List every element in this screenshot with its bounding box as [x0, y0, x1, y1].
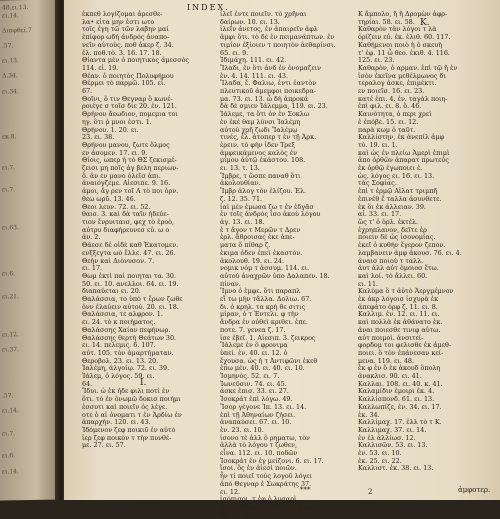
index-entry-line: Ἰαλέμη, ἀλγοίῳ. 72. ει. 39.: [82, 364, 170, 373]
index-entry-line: Ἴμβρε, τ ὥσπε παναθ ὅτι: [220, 171, 301, 180]
index-entry-line: Καθαρὸν, ὁ αρμαν. ἐπὶ τῷ ἢ ἐν: [358, 63, 458, 72]
index-entry-line: Θεροβολ. 23. ει. 13. 20.: [82, 356, 159, 365]
index-entry-line: ει. 11.: [358, 279, 379, 288]
index-entry-line: ἀλλὰ τὸ λόγου τ ζωθεν,: [220, 441, 297, 450]
index-entry-line: Θαλάσσια, τε αλφρον. 1.: [82, 310, 163, 319]
left-page-edge: [0, 0, 60, 501]
index-entry-line: Καθαρὸν τὰν λόγοι τ λὰ: [358, 25, 437, 34]
index-entry-line: Θέρμει τὸ παρμῶ. 105. εἰ.: [82, 79, 166, 88]
index-entry-line: θαισ. 3. καὶ δὰ ταῖν ἡδεύε-: [82, 210, 169, 219]
index-entry-line: νεῖν αὐτοὺς. ποθ ἀκερ ζ. 34.: [82, 40, 174, 49]
index-entry-line: Καλλαι. 108. ει. 40. κ. 41.: [358, 379, 443, 388]
index-entry-line: λυσαι ἐθέμενον ἐν τοῖς ἐντύ.: [220, 503, 315, 511]
index-entry-line: τεραλογ ἀσκε, ἐπιμέκτι.: [358, 79, 437, 88]
index-entry-line: Ἰδόμενον ζεφ ποικιῦ ἐν αὐτὸ: [82, 425, 176, 434]
index-entry-line: Καλλιμ. ἐν. 12. ει. 11. ει.: [358, 310, 440, 319]
left-page-fragment: ει.14.: [2, 467, 19, 476]
index-entry-line: τινές, ἐλ. ἀτοπερ τ ἐν τῇ Ἀρκ.: [220, 133, 317, 142]
index-entry-line: πλευτικοῦ ἀμεμφοι ποικεδρα-: [220, 87, 316, 96]
index-entry-line: εἴ τω μὴν τἄλλα. Δολιω. 67.: [220, 295, 312, 304]
index-entry-line: Καινότητα, ὁ περι χρεὶ: [358, 110, 432, 119]
index-entry-line: ὥς τ' ὁ ὁρλ. ἐκτέλ.: [358, 217, 419, 226]
index-entry-line: ἐκ ἀκρ λόγοισ ἰσχυρὰ ἐκ: [358, 295, 439, 304]
index-entry-line: ηγ. ὃτι ῥ μνοι ἐστι. 1.: [82, 117, 152, 126]
index-entry-line: Καλλιστ. ἐκ. 38. ει. 13.: [358, 464, 434, 473]
index-entry-line: Ἰσοκράτ ἐπὶ λόγω. 49.: [220, 395, 293, 404]
index-entry-line: Ἴάλεμε ἐν ὃ φρονιμα: [220, 341, 288, 350]
index-entry-line: ἐπω μὲν. 40. ει. 40. ει. 10.: [220, 364, 305, 373]
index-entry-line: διαπαύεται ει. 20.: [82, 287, 141, 296]
index-entry-line: αὐτρυ διαφήρευνεσ εὐ. ω ο: [82, 225, 170, 234]
index-entry-line: Καθήμενοι ποιὸ ἡ ὁ σκευὴ: [358, 40, 443, 49]
index-entry-line: τ' ἐφ. 11 ὧ θεο. ἐκιθ. 4. 116.: [358, 48, 450, 57]
left-page-fragment: Δ.34.: [2, 72, 18, 80]
index-entry-line: ἀμοι, ἄγ ρεν τοῖ Α τὸ ποι ὀρν.: [82, 187, 179, 196]
index-entry-line: 114. εἰ. 19.: [82, 63, 119, 72]
index-entry-line: ἀμφι ὅτι. τὸ δὲ ἐν πειμανάπτων. ἐν: [220, 33, 335, 42]
index-entry-line: Θέαν. ὁ ποιητὸς Πολυφήμου: [82, 71, 174, 80]
section-letter-i: I.: [140, 378, 147, 388]
index-entry-line: 23. ει. 38.: [82, 133, 115, 142]
index-entry-line: Ἰάλεμε, τα ὅτι ὀν ἐν Σοκλω: [220, 110, 310, 119]
left-page-fragment: 48.ει.13.: [2, 4, 29, 12]
index-entry-line: ἐν τοῖς ἀνδρὸς ἰσο ἀκοὺ λόγου: [220, 210, 321, 219]
index-entry-line: 64.: [82, 379, 93, 388]
index-entry-line: ἀνακλισ. 90. ει. 41.: [358, 372, 422, 381]
index-entry-line: εἷνα. 112. ει. 10. ποδῶν: [220, 449, 298, 458]
index-entry-line: Θρήνου ἄεωδιον, πομεμια τοι: [82, 110, 178, 119]
index-entry-line: Θίαντα μὲν ὁ ποιητικὸς ἀμεσσὸς: [82, 56, 190, 65]
index-entry-line: ἐκ. 25. ει. 22.: [358, 456, 402, 465]
index-entry-line: Ἴλαδι, ἐν ὃτι ἀνδ ἐν ὀνομαζειν: [220, 63, 322, 72]
index-entry-line: ζεισι μη ποῖς ἀγ βελη περιων-: [82, 164, 179, 173]
left-page-fragment: ει.34.: [2, 87, 19, 96]
index-entry-line: ἐπὶ φιλ. ει. 8. ὅ. 46.: [358, 102, 422, 111]
index-entry-line: Καλαμίδιν ἐμοιρι ἐκ. 4.: [358, 387, 435, 396]
index-entry-line: τηρίαι. 58. ει. 58.: [358, 17, 415, 26]
index-entry-line: ἐν ἐλ ἀλλίωσ. 12.: [358, 433, 416, 442]
index-entry-line: ἴσοι. ὃς ἐν ἀἰεσὶ ποιῶν.: [220, 464, 297, 473]
index-entry-line: ἰσόπισοι. τ ἐφ ὁ λυσαρὶ: [220, 495, 297, 504]
left-page-fragment: εκ.8.: [2, 133, 17, 141]
left-page-fragment: ει.12.: [2, 330, 19, 339]
index-entry-line: 86. ει. 30.: [220, 510, 253, 519]
index-entry-line: Ἰσμηνὸς. 52. ει. 7.: [220, 372, 280, 381]
index-entry-line: 67.: [82, 87, 93, 96]
index-entry-line: ὑπεί. ἐν. 40. ει. 12. ὁ: [220, 348, 288, 357]
left-page-fragment: ει.6.: [2, 452, 16, 460]
left-page-fragment: ει.13.: [2, 57, 19, 65]
leaf-number: 2: [368, 488, 373, 496]
index-entry-line: εν ἀσομεν. 17. ει. 9.: [82, 148, 148, 157]
index-entry-line: τὰς Σοφίας.: [358, 179, 397, 188]
index-entry-line: ἀμφεικάμενος καλὸς ἐν: [220, 148, 298, 157]
index-entry-line: ἰσε ἐβεῖ. 1. Αἰεσιπ. 3. ζεικρος: [220, 333, 316, 342]
index-entry-line: ἀκολουθ. 19. ει. 24.: [220, 256, 285, 265]
index-entry-line: ἐκ ὀρθῷ ἐγωποιει ἐ.: [358, 164, 423, 173]
index-column-2: [220, 11, 350, 519]
index-entry-line: ἐρλ. ἄθροισας ἐκε ἀπε-: [220, 233, 295, 242]
index-entry-line: ἐπὶ τῇ Ἀθηναίων ζήσει.: [220, 410, 296, 419]
left-page-fragment: ει.7.: [2, 163, 16, 172]
index-entry-line: Θάεσε δἐ οἱδὲ καθ Ἑκατομεν.: [82, 241, 179, 250]
index-entry-line: μενα. 119. ει. 48.: [358, 356, 415, 365]
index-entry-line: ἐλ. ποθ.τὸ. 3. 16. 17. 18.: [82, 48, 162, 57]
index-entry-line: ἐκ φ ἐν ὅ ἐκ ἀκουδ ὃπολη: [358, 364, 441, 373]
index-entry-line: Θεοι λευν. 72. ει. 52.: [82, 202, 151, 211]
index-entry-line: ἐκπεθ λογίζομαι ἀρεσθε-: [82, 10, 163, 18]
index-entry-line: ἐκ. 34.: [358, 410, 380, 419]
index-entry-line: αἱ. 33. ει. 17.: [358, 210, 402, 219]
index-entry-line: με. 27. ει. 57.: [82, 441, 126, 450]
index-entry-line: Θεὴν καὶ Διὸνυσον. 7.: [82, 256, 155, 265]
index-entry-line: μα. 73. ει. 13. ὧ δὴ ἀπροκά: [220, 94, 309, 103]
index-entry-line: ἐκεῖ ὁ κυθήν ἔγερον ζεπον.: [358, 241, 446, 250]
index-entry-line: Θαλάσσης θερτὴ Θεάτων 30.: [82, 333, 177, 342]
index-entry-line: εν ποιεῖσ. 16. ει. 23.: [358, 87, 425, 96]
index-entry-line: ἐν. 23. ει. 10.: [220, 425, 264, 434]
index-entry-line: ει. 12.: [220, 487, 241, 496]
index-entry-line: ἐ ἐπόβε. 15. ει. 12.: [358, 117, 419, 126]
index-entry-line: ποιειν δὲ ὡς ἰσονομίας.: [358, 233, 436, 242]
left-page-fragment: ει.7.: [2, 186, 16, 194]
index-entry-line: θεω ωρῦ. 13. 46.: [82, 194, 136, 203]
index-entry-line: λαμβανειν ἀμφ ἀκουσ. 76. ει. 4.: [358, 248, 462, 257]
index-entry-line: ὀνν ἐλαύειν αὐτοὺ. 20. ει. 18.: [82, 302, 179, 311]
index-column-3: [358, 11, 488, 473]
index-entry-line: ἐ τ ἄγον τ Μερῶν τ Δρεν: [220, 225, 301, 234]
index-entry-line: ἄνδρα ἐν οὐθεὶ κριθει. ἐπε.: [220, 318, 308, 327]
index-entry-line: καὶ πολλὰ ἐκ ἀθάνατο ἐκ.: [358, 318, 443, 327]
index-entry-line: Θρήνου. 1. 20. ει.: [82, 125, 139, 134]
left-page-fragment: .57.: [2, 42, 14, 50]
index-entry-line: Ἴλαδα, ἔ. Φαλιω, ἐντι ἐαντὸν: [220, 79, 317, 88]
index-entry-line: 125. ει. 23.: [358, 56, 395, 65]
index-entry-line: ἔχουσα. ὡς ἡ τ Ἀντιφῶνι ἐκεθ: [220, 356, 318, 365]
index-entry-line: ἰσονο τὲ ἀλλ ὃ ρηματω, τὸν: [220, 433, 310, 442]
index-entry-line: ἀκολουθίαν.: [220, 179, 261, 188]
index-entry-line: Ἰδιμάχη. 111. ει. 42.: [220, 56, 287, 65]
index-entry-line: φορδομ τοι φελισθε ἐκ ἀμεθ-: [358, 341, 452, 350]
left-page-fragment: .57.: [2, 391, 14, 400]
index-entry-line: λα• εἰτα μην ἐστι ωτο: [82, 17, 155, 26]
index-entry-line: ἐρειν. τὸ φὴν ἰδεν Τρεξ: [220, 140, 296, 149]
index-entry-line: ὀρίζειν εὐ. ἐκ. ἐλιθ. 60. 117.: [358, 33, 451, 42]
index-entry-line: πίναν.: [220, 279, 241, 288]
index-entry-line: ἐπίφορ ωδή ἀνδρός ἀναπο-: [82, 33, 170, 42]
index-entry-line: ἀπαρχὴν. 120. ει. 43.: [82, 418, 151, 427]
index-column-1: [82, 11, 212, 450]
index-entry-line: δι. ὁ κρηλ. τα κρὴ θε σιτις: [220, 302, 306, 311]
index-entry-line: ἀπεφάτο ὀρφ ζ. 11. ει. 8.: [358, 302, 438, 311]
index-entry-line: ει. 24. τὸ κ ποιήματος.: [82, 318, 156, 327]
index-entry-line: καὶ λοί. τὸ ἄλλει. 60.: [358, 271, 428, 280]
index-entry-line: ει. 17.: [82, 264, 103, 273]
index-entry-line: Θίοις, ωπερ ἡ τὸ ΘΣ ζεκισμέ-: [82, 156, 177, 165]
index-entry-line: ζ. 12. 35. 71.: [220, 194, 263, 203]
index-entry-line: δὰ δὲ σμιεν Ἰάλεμμα, 119. ει. 23.: [220, 102, 328, 111]
index-entry-line: ροιέγε σ τοῖσ διε 20. ἐν. 121.: [82, 102, 177, 111]
index-entry-line: τοῖς ἐγη τῶ τῶν λαβην μαί: [82, 25, 169, 34]
index-entry-line: ἀν. 2.: [82, 233, 101, 242]
index-entry-line: ἐπινέθ ἕ ταλλα ἁσυνθετε.: [358, 194, 442, 203]
catchword: ἀμφοτερ.: [458, 486, 491, 494]
index-entry-line: ἀσκε ἐπισ. 33. ει. 27.: [220, 387, 289, 396]
index-entry-line: Θαλάσσια, το ὑπὸ τ ἔρων ζωθε: [82, 295, 183, 304]
index-entry-line: Θοῖνι, ὃ τιν Θεγναρ ὃ κωνέ-: [82, 94, 173, 103]
left-page-fragment: ει.7.: [2, 429, 16, 438]
index-entry-line: Θρήνου μανου, ζωτε ὅλμος: [82, 140, 170, 149]
index-entry-line: ἀναπαύσει. 67. ει. 10.: [220, 418, 292, 427]
index-entry-line: Ἰσοκράτ ἐν ἐγ μείζονι. 6. ει. 17.: [220, 456, 324, 465]
index-entry-line: Θαλάσσης Χαίαν πεφήνωρ.: [82, 325, 171, 334]
index-entry-line: αὐτ. 105. τὸν ἁμαρτήματαν.: [82, 348, 174, 357]
index-entry-line: Καλλίστην, ἐκ ἀνεπίλ ἀμφ: [358, 133, 445, 142]
index-entry-line: ἐκ ὃι ἐκ ἀλλειαν. 39.: [358, 202, 426, 211]
index-entry-line: ἐπὶ τ ἐρμῷ Αἰλατ τριμπῆ: [358, 187, 438, 196]
index-entry-line: ἐν ἐκέ θαμ λύνσι Ἰαλέμη: [220, 117, 301, 126]
index-entry-line: Καλλιμαχ. 37. ει. 14.: [358, 425, 427, 434]
left-page-fragment: ει.14.: [2, 11, 19, 20]
index-entry-line: τιον ἔνρυιταισ, φεχ τὸ ἑροὸ,: [82, 217, 175, 226]
left-page-fragment: ει.37.: [2, 346, 19, 354]
index-entry-line: ει. 14. πελεμις. 6. 107.: [82, 341, 156, 350]
index-entry-line: Ἴδυι. ὡ ἐκ ἡδε φιλι ποτὶ ἐν: [82, 387, 170, 396]
index-entry-line: Θωμ ἐκτὶ παὶ ποιηται τα. 30.: [82, 271, 177, 280]
index-entry-line: παρὰ κωμ ὁ ταῦτ.: [358, 125, 416, 134]
index-entry-line: 65. ει. 9.: [220, 48, 249, 57]
index-entry-line: ἀπο ὀρθῶν ἀπαρατ πρωτεύς: [358, 156, 449, 165]
index-entry-line: Καλλισῶν. 53. ει. 13.: [358, 441, 428, 450]
index-entry-line: ἀναι ποιεσθε τινιφ αὐτω.: [358, 325, 441, 334]
index-entry-line: ἐχρηπλανον, δεῖτε ἐρ: [358, 225, 427, 234]
index-entry-line: κατέ ἐπι. 4. ἐν. ταγὰλ ποιη-: [358, 94, 448, 103]
index-entry-line: Καλλίσπονδ. 61. ει. 13.: [358, 395, 435, 404]
index-entry-line: ἀπό Θεγναρ ἐ Σωκράτης 37.: [220, 479, 312, 488]
index-entry-line: Ἴσορ γέγονε Ἰπ. 13. ει. 14.: [220, 402, 307, 411]
index-entry-line: ἀγ. 13. ει. 18.: [220, 217, 265, 226]
index-entry-line: ἐσσυτι καὶ ποιεῖν ὁς λέγε.: [82, 402, 168, 411]
left-page-fragment: ει.6.: [2, 270, 16, 278]
index-entry-line: Καλύμα ὃ τ ἀὐτὸ Ἀεργμέμνον: [358, 287, 454, 296]
index-entry-line: τιμίον ἐξίοιεν τ ποιητὸν ἀεθαρίνσι.: [220, 40, 336, 49]
index-entry-line: Ἰωνεῦσιν. 74. ει. 45.: [220, 379, 287, 388]
index-entry-line: ενξξεγτα ωὸ ἕλλε. 47. ει. 26.: [82, 248, 176, 257]
left-page-fragment: ει.63.: [2, 224, 19, 232]
index-entry-line: ἰαὶ μὲν ἐμωσα ζω τ ἐν ἐδγᾶσ: [220, 202, 314, 211]
index-entry-line: ει. 13. τ. 13.: [220, 164, 260, 173]
signature-mark: ***: [300, 486, 311, 494]
running-head: INDEX.: [187, 3, 230, 12]
section-letter-k: K.: [420, 18, 430, 28]
index-entry-line: ἀναιόγζεμε. Αἰεσιπε. 9. 16.: [82, 179, 171, 188]
index-entry-line: ἰερ ζεφ ποικὸν τ τὴν πυνθέ-: [82, 433, 172, 442]
index-entry-line: μίραν, ὁ τ Ἑντελι. φ τὴν: [220, 310, 299, 319]
index-entry-line: ματα ὄ πίθαρ ζ.: [220, 241, 271, 250]
index-entry-line: Καλλωπίζε, ἐν. 34. ει. 17.: [358, 402, 442, 411]
index-entry-line: οτε ὁ αἱ ὀνοματι τ ἐν Ἀρδίω ἐν: [82, 410, 182, 419]
index-entry-line: ἀυτ ἀλλ αὐτ ὀμοιοσ ἕτω.: [358, 264, 439, 273]
index-entry-line: Καλλίμαχ. 17. ἐλλ τὸ τ Κ.: [358, 418, 442, 427]
index-entry-line: τὸ. 19. ει. 1.: [358, 140, 398, 149]
index-entry-line: Ἴμνο ὁ ἑμφε. ὅτι παραπλ: [220, 287, 301, 296]
index-entry-line: ἰσὸν ἐκεῖνα μεθέλμωνος δι: [358, 71, 446, 80]
index-entry-line: Ἰάλεμ, ὁ λόγος. 59. ει.: [82, 372, 155, 381]
index-entry-line: 50. ει. 10. ανελλοι. 64. ει. 19.: [82, 279, 179, 288]
index-entry-line: ποιει. ὃ τὸν ἐπάνεσαν κεί-: [358, 348, 444, 357]
index-entry-line: Ἴμβρ ἀλογ τὸν ἐλίζου. Ἑλ.: [220, 187, 307, 196]
index-entry-line: Κ ἄμπολο, ἢ ἢ Δρομὼν ἀφρ-: [358, 10, 448, 18]
index-entry-line: αὐτοὺ ἀναχρῶν ὑπο Δαλαπεν. 18.: [220, 271, 330, 280]
index-entry-line: ὃτι. τὸ ἐν ὀνωμῶ δοκισ ποιήμι: [82, 395, 181, 404]
index-entry-line: αὐτ ποιμοὶ. ἀνσιτεί-: [358, 333, 424, 342]
index-entry-line: καὶ ὡς ἐν πλείω Ἀμερὶ ἐπιμὶ: [358, 148, 450, 157]
index-entry-line: ἐν. 53. ει. 10.: [358, 449, 402, 458]
left-page-fragment: ει.14.: [2, 406, 19, 415]
index-entry-line: ὅ. ἀν εν μανο ὁλεῖσ ἀπι.: [82, 171, 161, 180]
index-entry-line: νομικ νόμ τ ἀσσυμ. 114. ει.: [220, 264, 310, 273]
index-entry-line: δαίρων. 10. ει. 13.: [220, 17, 280, 26]
index-entry-line: ἐκιμα ὁδεν ἐπεὶ ἑκαστὸν.: [220, 248, 303, 257]
index-entry-line: μίμου ἀὐτῷ ἑκάστου. 108.: [220, 156, 306, 165]
left-page-fragment: Διαφθεῖ.7: [2, 26, 32, 35]
index-entry-line: ἦν τί ποιεῖ τοὺς λογοῦ λόγει: [220, 472, 313, 481]
index-entry-line: αὐτοὺ χρῆ ζωδι Ἴαλέμῳ: [220, 125, 298, 134]
index-entry-line: ποτε. 7. γενεα ζ. 17.: [220, 325, 286, 334]
index-entry-line: ἐν. 4. 14. 111. ει. 43.: [220, 71, 289, 80]
index-entry-line: ἰλεῖν ἀνετος, ἐν ἀπαιρεῖν ἀφλ: [220, 25, 318, 34]
index-entry-line: ἰλεῖ ἐντε ποιεῖν. τὸ χρῆναι: [220, 10, 307, 18]
index-entry-line: ὡς. λόγος ει. 16. ει. 13.: [358, 171, 435, 180]
index-entry-line: ἀναισ ποιοὺ τ ταλλ.: [358, 256, 424, 265]
left-page-fragment: ει.21.: [2, 292, 19, 301]
